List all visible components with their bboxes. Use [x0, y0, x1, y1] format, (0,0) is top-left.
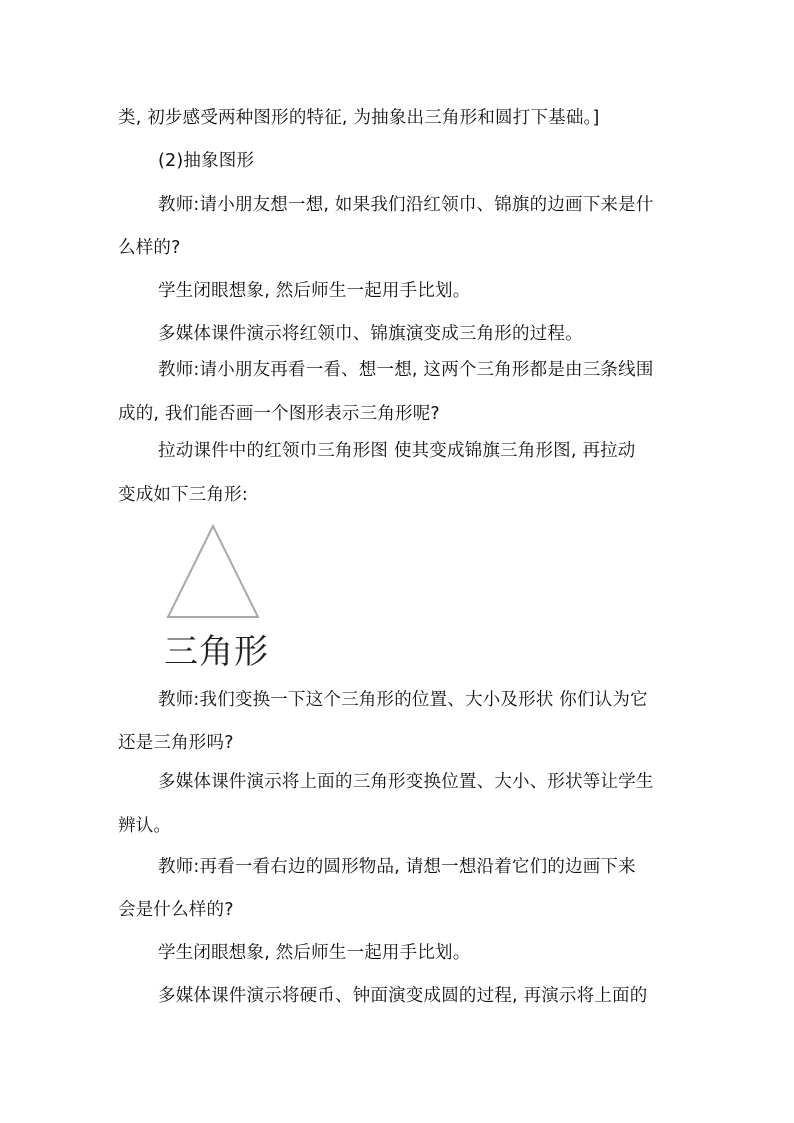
figure-caption: 三角形 [164, 632, 269, 672]
paragraph-line: 学生闭眼想象, 然后师生一起用手比划。 [158, 281, 471, 301]
paragraph-line: 教师:请小朋友再看一看、想一想, 这两个三角形都是由三条线围 [158, 360, 654, 380]
paragraph-line: 教师:请小朋友想一想, 如果我们沿红领巾、锦旗的边画下来是什 [158, 195, 654, 215]
paragraph-line: 教师:再看一看右边的圆形物品, 请想一想沿着它们的边画下来 [158, 857, 636, 877]
paragraph-line: 多媒体课件演示将红领巾、锦旗演变成三角形的过程。 [158, 324, 583, 344]
section-heading: (2)抽象图形 [158, 151, 255, 171]
paragraph-line: 会是什么样的? [118, 900, 234, 920]
paragraph-line: 类, 初步感受两种图形的特征, 为抽象出三角形和圆打下基础。] [118, 108, 600, 128]
paragraph-line: 还是三角形吗? [118, 733, 234, 753]
paragraph-line: 成的, 我们能否画一个图形表示三角形呢? [118, 404, 440, 424]
paragraph-line: 学生闭眼想象, 然后师生一起用手比划。 [158, 943, 471, 963]
paragraph-line: 辨认。 [118, 816, 172, 836]
paragraph-line: 多媒体课件演示将上面的三角形变换位置、大小、形状等让学生 [158, 772, 654, 792]
paragraph-line: 变成如下三角形: [118, 485, 248, 505]
paragraph-line: 么样的? [118, 238, 181, 258]
paragraph-line: 教师:我们变换一下这个三角形的位置、大小及形状 你们认为它 [158, 690, 648, 710]
paragraph-line: 拉动课件中的红领巾三角形图 使其变成锦旗三角形图, 再拉动 [158, 441, 636, 461]
triangle-icon [160, 520, 270, 624]
triangle-figure [160, 520, 270, 624]
paragraph-line: 多媒体课件演示将硬币、钟面演变成圆的过程, 再演示将上面的 [158, 986, 648, 1006]
